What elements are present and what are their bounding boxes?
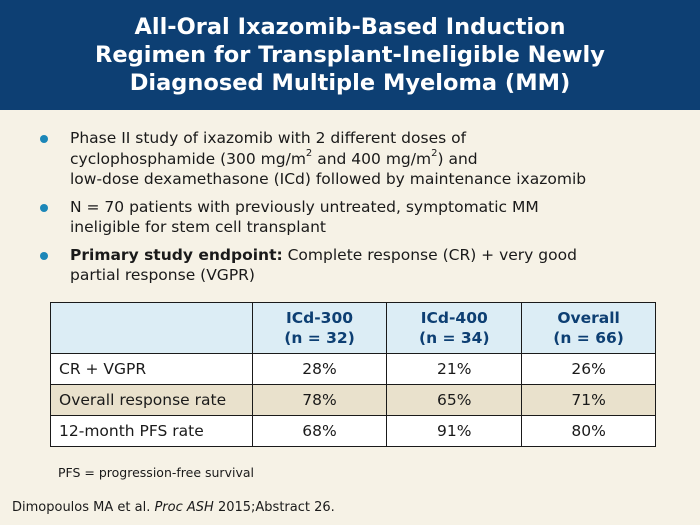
text-segment: cyclophosphamide (300 mg/m [70,149,306,168]
bullet-text-line [70,245,668,266]
table-header-row [51,303,656,354]
column-header [522,303,656,354]
table-cell: 78% [252,385,387,416]
table-cell: 65% [387,385,522,416]
column-header [387,303,522,354]
reference-journal: Proc ASH [154,500,214,515]
bullet-patients [38,197,668,238]
bullet-text-line [70,149,668,170]
table-cell: 80% [522,416,656,447]
bullet-text-line: partial response (VGPR) [70,266,255,284]
text-segment: ) and [437,149,478,168]
bullet-list [38,128,668,293]
bullet-study-design [38,128,668,190]
table-header-empty [51,303,253,354]
bullet-dot-icon [40,204,48,212]
column-header-name: ICd-300 [286,309,354,327]
column-header-name: ICd-400 [420,309,488,327]
table-cell: 26% [522,354,656,385]
text-segment: Complete response (CR) + very good [282,245,577,264]
column-header-n: (n = 66) [553,329,624,347]
table-cell: 71% [522,385,656,416]
bullet-text-line: ineligible for stem cell transplant [70,218,326,236]
bold-label: Primary study endpoint: [70,245,283,264]
bullet-endpoint [38,245,668,286]
bullet-dot-icon [40,135,48,143]
table-cell: 68% [252,416,387,447]
row-label: CR + VGPR [51,354,253,385]
table-cell: 28% [252,354,387,385]
column-header-n: (n = 34) [419,329,490,347]
title-line-2: Regimen for Transplant-Ineligible Newly [95,42,605,68]
text-segment: and 400 mg/m [312,149,432,168]
reference [12,500,335,515]
reference-authors: Dimopoulos MA et al. [12,500,155,515]
table-cell: 91% [387,416,522,447]
superscript: 2 [305,148,313,160]
bullet-dot-icon [40,252,48,260]
column-header [252,303,387,354]
column-header-n: (n = 32) [284,329,355,347]
bullet-text-line: low-dose dexamethasone (ICd) followed by maintenance ixazomib [70,170,587,188]
table-row [51,385,656,416]
row-label: Overall response rate [51,385,253,416]
bullet-text-line: N = 70 patients with previously untreated, symptomatic MM [70,197,539,216]
bullet-text-line: Phase II study of ixazomib with 2 different doses of [70,129,467,147]
table-row [51,416,656,447]
title-banner [0,0,700,110]
slide-title [30,13,670,97]
results-table [50,302,656,447]
row-label: 12-month PFS rate [51,416,253,447]
superscript: 2 [431,148,438,160]
column-header-name: Overall [557,309,620,327]
reference-details: 2015;Abstract 26. [213,500,335,515]
footnote: PFS = progression-free survival [58,465,254,480]
table-cell: 21% [387,354,522,385]
title-line-3: Diagnosed Multiple Myeloma (MM) [129,70,571,96]
title-line-1: All-Oral Ixazomib-Based Induction [134,14,566,40]
table-row [51,354,656,385]
